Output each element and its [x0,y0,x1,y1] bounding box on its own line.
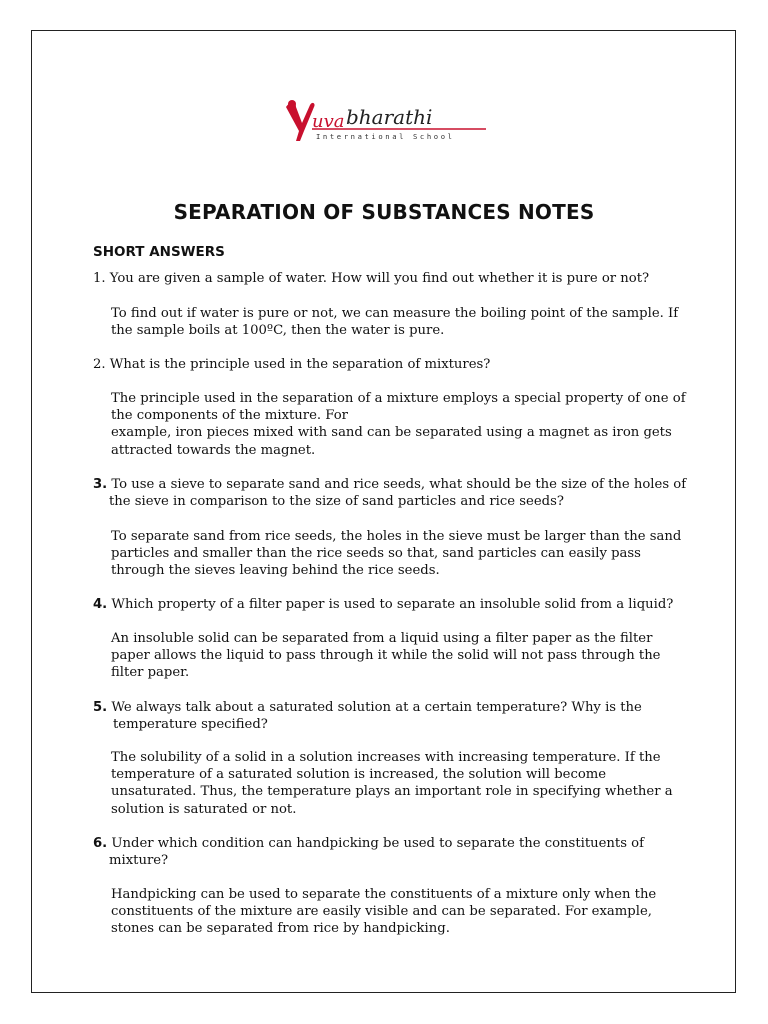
question-number: 6. [93,836,108,851]
answer-5: The solubility of a solid in a solution increases with increasing temperature. If the temperature of a saturated solution is increased, the solution will become unsaturated. Thus, the temperature plays an important role in specifying whether a solution is saturated or not. [111,750,673,817]
question-6: 6. Under which condition can handpicking be used to separate the constituents of mixture? [93,836,645,869]
question-number: 2. [93,357,106,372]
answer-6: Handpicking can be used to separate the constituents of a mixture only when the constituents of the mixture are easily visible and can be separated. For example, stones can be separated from rice by handpicking. [111,887,657,937]
answer-2: The principle used in the separation of a mixture employs a special property of one of the components of the mixture. For example, iron pieces mixed with sand can be separated using a magnet as iron gets attracted towards the magnet. [111,391,686,458]
question-1: 1. You are given a sample of water. How will you find out whether it is pure or not? [93,271,650,286]
page-title: SEPARATION OF SUBSTANCES NOTES [173,200,595,224]
section-heading: SHORT ANSWERS [93,244,225,260]
answer-3: To separate sand from rice seeds, the holes in the sieve must be larger than the sand particles and smaller than the rice seeds so that, sand particles can easily pass through the sieves leaving behind the rice seeds. [111,529,682,579]
question-number: 3. [93,477,108,492]
answer-4: An insoluble solid can be separated from a liquid using a filter paper as the filter paper allows the liquid to pass through it while the solid will not pass through the filter paper. [111,631,661,681]
question-5: 5. We always talk about a saturated solution at a certain temperature? Why is the temperature specified? [93,700,642,733]
question-number: 1. [93,271,106,286]
question-4: 4. Which property of a filter paper is used to separate an insoluble solid from a liquid? [93,597,674,612]
logo-head [288,100,296,108]
question-3: 3. To use a sieve to separate sand and rice seeds, what should be the size of the holes of the sieve in comparison to the size of sand particles and rice seeds? [93,477,687,510]
school-logo [280,97,490,145]
logo-figure [286,103,315,142]
question-number: 4. [93,597,108,612]
logo-tagline: International School [316,132,455,141]
question-2: 2. What is the principle used in the separation of mixtures? [93,357,491,372]
answer-1: To find out if water is pure or not, we can measure the boiling point of the sample. If the sample boils at 100ºC, then the water is pure. [111,306,679,339]
logo-brand-rest: uva [312,111,345,132]
question-number: 5. [93,700,108,715]
logo-brand-name: bharathi [346,105,433,129]
